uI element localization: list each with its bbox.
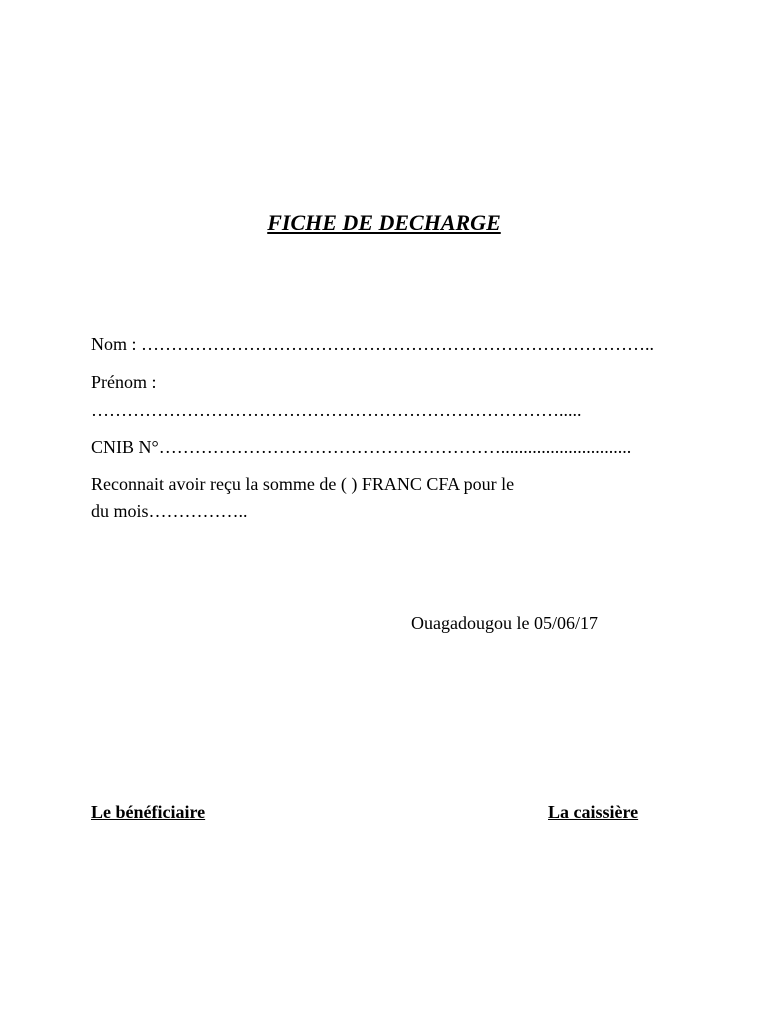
signature-beneficiary: Le bénéficiaire: [91, 802, 206, 822]
prenom-label: Prénom :: [91, 372, 157, 392]
month-field-line: du mois……………..: [91, 501, 248, 521]
place-date: Ouagadougou le 05/06/17: [411, 613, 598, 633]
signature-cashier: La caissière: [548, 802, 639, 822]
cnib-field-line: CNIB N°………………………………………………….............................: [91, 437, 632, 457]
receipt-statement: Reconnait avoir reçu la somme de ( ) FRANC CFA pour le: [91, 474, 515, 494]
nom-field-line: Nom : …………………………………………………………………………..: [91, 334, 655, 354]
document-title: FICHE DE DECHARGE: [267, 210, 501, 235]
prenom-field-line: …………………………………………………………………….....: [91, 400, 582, 420]
